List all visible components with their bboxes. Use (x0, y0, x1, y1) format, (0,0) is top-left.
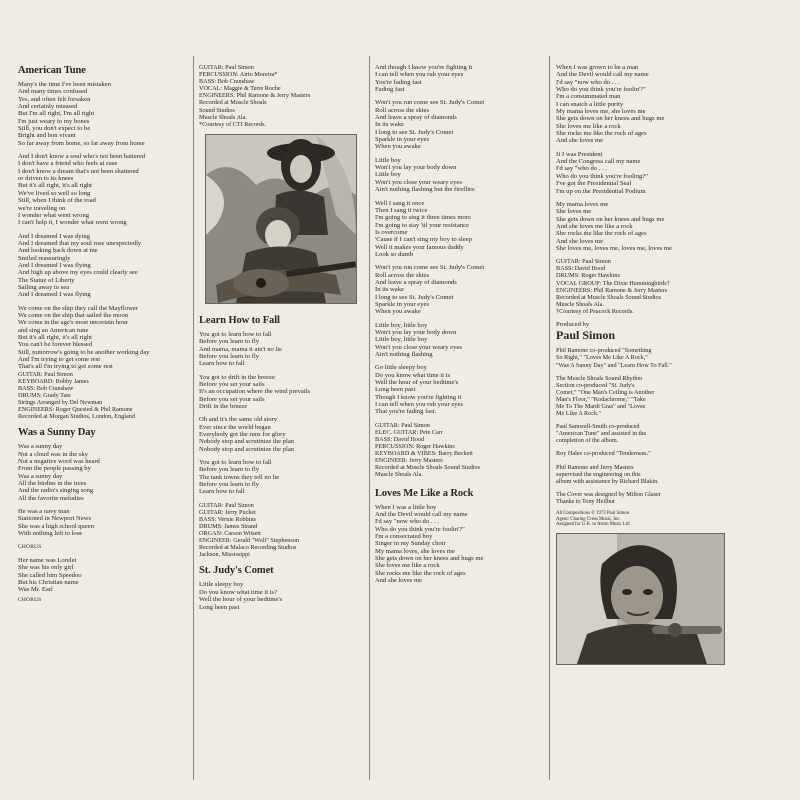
text-line: Ever since the world began (199, 423, 271, 431)
text-line: Me To The Mardi Gras" and "Loves (556, 403, 646, 410)
text-line: Before you learn to fly (199, 481, 260, 489)
stanza (375, 99, 547, 150)
portrait-photo-image (557, 534, 724, 664)
copyright-notice (556, 511, 736, 528)
text-line: She gets down on her knees and hugs me (375, 554, 484, 562)
text-line: I can snatch a little purity (556, 100, 624, 108)
text-line: Still, tomorrow's going to be another working day (18, 348, 150, 356)
text-line: Was a sunny day (18, 443, 63, 451)
stanza (556, 491, 736, 505)
text-line: So Right," "Loves Me Like A Rock," (556, 354, 648, 362)
text-line: I don't have a friend who feels at ease (18, 160, 118, 168)
text-line: You got to learn how to fall (199, 459, 272, 466)
text-line: Her name was Lorelei (18, 556, 77, 564)
text-line: VOCAL: Maggie & Terre Roche (199, 85, 281, 93)
text-line: Little boy, little boy (375, 336, 428, 344)
text-line: She rocks me like the rock of ages (556, 230, 647, 238)
text-line: †Courtesy of Peacock Records. (556, 307, 634, 315)
text-line: Recorded at Muscle Shoals (199, 99, 267, 107)
text-line: And I dreamed that my soul rose unexpectedly (18, 239, 142, 247)
text-line: BASS: Bob Cranshaw (18, 384, 74, 392)
text-line: Before you learn to fly (199, 338, 260, 346)
text-line: Go little sleepy boy (375, 364, 427, 372)
column-divider (369, 56, 370, 780)
text-line: And the radio's singing song (18, 487, 94, 495)
text-line: I'm going to stay 'til your resistance (375, 221, 469, 229)
text-line: I'd say "now who do . . . (556, 78, 620, 86)
text-line: GUITAR: Jerry Pucket (199, 508, 256, 516)
text-line: Bright and bon vivant (18, 132, 76, 140)
text-line: Well the hour of your bedtime's (375, 379, 459, 387)
text-line: Little sleepy boy (199, 581, 244, 589)
text-line: And she loves me like a rock (556, 222, 633, 230)
text-line: *Courtesy of CTI Records. (199, 120, 267, 128)
text-line: And leave a spray of diamonds (375, 114, 457, 122)
stanza (18, 153, 192, 226)
text-line: GUITAR: Paul Simon (375, 421, 430, 429)
text-line: Muscle Shoals Ala. (199, 113, 247, 121)
produced-by-label: Produced by (556, 321, 590, 328)
text-line: GUITAR: Paul Simon (199, 64, 254, 71)
text-line: Won't you lay your body down (375, 164, 457, 172)
text-line: "American Tune" and assisted in the (556, 430, 647, 438)
text-line: Long been past (375, 386, 416, 394)
text-line: Assigned for U.K. to Aston Music Ltd (556, 522, 630, 528)
text-line: Do you know what time it is? (199, 588, 278, 596)
text-line: DRUMS: Roger Hawkins (556, 272, 620, 280)
stanza (375, 504, 547, 585)
column-1 (18, 64, 192, 800)
song-title-learn-how-to-fall: Learn How to Fall (199, 314, 280, 326)
text-line: I wonder what went wrong (18, 211, 90, 219)
text-line: We come on the ship that sailed the moon (18, 311, 129, 319)
stanza (556, 64, 736, 145)
text-line: Well I sang it once (375, 199, 425, 207)
text-line: PERCUSSION: Roger Hawkins (375, 443, 455, 451)
text-line: And high up above my eyes could clearly see (18, 269, 138, 277)
couple-photo-image (206, 135, 356, 303)
text-line: BASS: David Hood (375, 435, 425, 443)
text-line: Not a negative word was heard (18, 458, 100, 466)
text-line: Before you learn to fly (199, 352, 260, 360)
text-line: Still, you don't expect to be (18, 125, 91, 133)
text-line: 'Cause if I can't sing my boy to sleep (375, 236, 472, 244)
text-line: KEYBOARD & VIBES: Barry Beckett (375, 450, 473, 458)
text-line: She called him Speedoo (18, 571, 82, 579)
text-line: You got to learn how to fall (199, 330, 272, 338)
text-line: And the Devil would call my name (375, 510, 468, 518)
text-line: She gets down on her knees and hugs me (556, 215, 665, 223)
column-2 (199, 64, 367, 800)
lyrics-learn-how-to-fall (199, 331, 367, 496)
text-line: Long been past (199, 603, 240, 611)
text-line: My mama loves, she loves me (375, 547, 455, 555)
text-line: So far away from home, so far away from home (18, 139, 145, 147)
lyrics-was-a-sunny-day (18, 443, 192, 537)
text-line: Nobody stop and scrutinize the plan (199, 438, 295, 446)
text-line: I'm going to sing it three times more (375, 214, 471, 222)
text-line: Paul Samwell-Smith co-produced (556, 423, 640, 431)
text-line: Yes, and often felt forsaken (18, 95, 91, 103)
stanza (18, 233, 192, 299)
text-line: And many times confused (18, 88, 88, 96)
text-line: GUITAR: Paul Simon (556, 258, 611, 266)
credits-learn-how-to-fall (199, 502, 367, 559)
text-line: Learn how to fall (199, 360, 245, 368)
text-line: I can't help it, I wonder what went wrong (18, 219, 127, 227)
text-line: BASS: Bob Cranshaw (199, 78, 255, 86)
text-line: Agent: Charing Cross Music, Inc. (556, 516, 621, 522)
text-line: I can tell when you rub your eyes (375, 401, 464, 409)
column-divider (549, 56, 550, 780)
stanza (199, 581, 367, 610)
stanza (18, 305, 192, 371)
text-line: Ain't nothing flashing but the fireflies (375, 186, 475, 194)
text-line: Sound Studios (199, 106, 235, 114)
stanza (375, 64, 547, 93)
text-line: And I dreamed I was flying (18, 261, 91, 269)
text-line: Sailing away to sea (18, 283, 70, 291)
text-line: Little boy (375, 171, 401, 179)
text-line: That's all I'm trying to get some rest (18, 363, 113, 371)
text-line: Won't you run come see St. Judy's Comet (375, 264, 485, 272)
column-4 (556, 64, 736, 800)
text-line: And the Congress call my name (556, 158, 641, 166)
text-line: Well it makes your famous daddy (375, 243, 464, 251)
song-title-st-judys-comet: St. Judy's Comet (199, 565, 274, 577)
text-line: Fading fast (375, 86, 405, 94)
text-line: Roy Halee co-produced "Tenderness." (556, 450, 651, 458)
text-line: Learn how to fall (199, 488, 245, 496)
couple-photo (205, 134, 357, 304)
text-line: Was Mr. Earl (18, 586, 53, 594)
text-line: GUITAR: Paul Simon (18, 370, 73, 378)
text-line: And she loves me (375, 576, 423, 584)
text-line: Won't you close your weary eyes (375, 178, 462, 186)
text-line: DRUMS: James Strand (199, 523, 258, 530)
text-line: Who do you think you're foolin'?" (375, 525, 465, 533)
text-line: That you're fading fast. (375, 408, 437, 416)
stanza (556, 347, 736, 368)
lyrics-american-tune (18, 81, 192, 371)
text-line: The Statue of Liberty (18, 276, 75, 284)
text-line: Before you learn to fly (199, 466, 260, 474)
text-line: Look so dumb (375, 250, 414, 258)
chorus-marker-2: CHORUS (18, 596, 42, 603)
lyrics-loves-me-like-a-rock-cont (556, 64, 736, 252)
stanza (199, 416, 367, 453)
text-line: KEYBOARD: Bobby James (18, 377, 89, 385)
text-line: ELEC. GUITAR: Pete Carr (375, 428, 443, 436)
text-line: We come in the age's most uncertain hour (18, 319, 128, 327)
text-line: Sparkle in your eyes (375, 136, 430, 144)
text-line: In its wake (375, 121, 404, 129)
stanza (556, 151, 736, 195)
text-line: My mama loves me, she loves me (556, 108, 646, 116)
stanza (199, 459, 367, 496)
text-line: Who do you think you're fooling?" (556, 172, 648, 180)
text-line: we're traveling on (18, 204, 66, 212)
text-line: album with assistance by Richard Blakin. (556, 477, 659, 485)
text-line: Who do you think you're foolin'?" (556, 86, 646, 94)
text-line: Before you set your sails (199, 380, 265, 388)
stanza (556, 201, 736, 252)
text-line: He was a navy man (18, 508, 70, 516)
text-line: Stationed in Newport News (18, 515, 92, 523)
text-line: GUITAR: Paul Simon (199, 501, 254, 509)
text-line: I've got the Presidential Seal (556, 180, 632, 188)
text-line: If I was President (556, 150, 603, 158)
text-line: She loves me, loves me, loves me, loves me (556, 244, 672, 252)
text-line: And I'm trying to get some rest (18, 356, 101, 364)
text-line: ENGINEERS: Roger Quested & Phil Ramone (18, 406, 133, 414)
stanza (375, 322, 547, 359)
text-line: From the people passing by (18, 465, 91, 473)
text-line: She gets down on her knees and hugs me (556, 115, 665, 123)
text-line: I long to see St. Judy's Comet (375, 293, 454, 301)
stanza (18, 508, 192, 537)
text-line: When I was a little boy (375, 503, 437, 511)
text-line: I'd say "now who do . . . (375, 518, 439, 526)
text-line: And I dreamed I was dying (18, 232, 90, 240)
text-line: And certainly misused (18, 103, 78, 111)
text-line: Is overcome (375, 228, 408, 236)
text-line: ENGINEERS: Phil Ramone & Jerry Masters (556, 286, 668, 294)
text-line: I'd say "who do . . . (556, 165, 607, 173)
text-line: Not a cloud was in the sky (18, 450, 88, 458)
text-line: Recorded at Muscle Shoals Sound Studios (375, 464, 481, 472)
text-line: She loves me like a rock (375, 562, 440, 570)
text-line: Strings Arranged by Del Newman (18, 399, 103, 407)
column-divider (193, 56, 194, 780)
text-line: VOCAL GROUP: The Dixie Hummingbirds† (556, 279, 670, 287)
text-line: With nothing left to lose (18, 530, 83, 538)
text-line: Recorded at Morgan Studios, London, England (18, 413, 135, 421)
text-line: We come on the ship they call the Mayflower (18, 304, 138, 312)
text-line: Little boy, little boy (375, 321, 428, 329)
stanza (556, 423, 736, 444)
text-line: DRUMS: Grady Tate (18, 392, 71, 399)
text-line: and sing an American tune (18, 326, 89, 334)
producer-name: Paul Simon (556, 328, 616, 343)
text-line: And the Devil would call my name (556, 71, 649, 79)
text-line: But his Christian name (18, 578, 79, 586)
text-line: or driven to its knees (18, 175, 74, 183)
text-line: The Cover was designed by Milton Glaser (556, 490, 661, 498)
text-line: ENGINEER: Gerald "Wolf" Stephenson (199, 537, 299, 545)
text-line: You can't be forever blessed (18, 341, 93, 349)
text-line: Before you set your sails (199, 395, 265, 403)
text-line: Do you know what time it is (375, 371, 451, 379)
text-line: You're fading fast (375, 78, 422, 86)
chorus-marker: CHORUS (18, 543, 42, 550)
text-line: The tank towns they tell no lie (199, 473, 280, 481)
stanza (18, 443, 192, 502)
text-line: Oh and it's the same old story (199, 416, 278, 424)
text-line: Phil Ramone and Jerry Masters (556, 463, 634, 471)
stanza (556, 464, 736, 485)
text-line: ENGINEER: Jerry Masters (375, 457, 443, 465)
text-line: Then I sang it twice (375, 206, 428, 214)
text-line: She loves me (556, 208, 592, 216)
text-line: And she loves me (556, 237, 604, 245)
stanza (375, 364, 547, 415)
song-title-american-tune: American Tune (18, 65, 86, 76)
text-line: PERCUSSION: Airto Moreira* (199, 71, 278, 79)
text-line: completion of the album. (556, 437, 619, 445)
text-line: We've lived so well so long (18, 189, 91, 197)
text-line: Phil Ramone co-produced "Something (556, 347, 652, 355)
text-line: ORGAN: Carson Witsett (199, 530, 261, 538)
stanza (556, 450, 736, 457)
text-line: Recorded at Malaco Recording Studios (199, 544, 297, 552)
text-line: Nobody stop and scrutinize the plan (199, 445, 295, 453)
stanza (375, 157, 547, 194)
stanza (375, 264, 547, 315)
text-line: Comet," "One Man's Ceiling is Another (556, 388, 655, 396)
text-line: Well the hour of your bedtime's (199, 596, 283, 604)
text-line: Man's Floor," "Kodachrome," "Take (556, 395, 646, 403)
text-line: And I don't know a soul who's not been battered (18, 153, 146, 161)
text-line: It's an occupation where the wind prevails (199, 388, 311, 396)
stanza (18, 81, 192, 147)
text-line: Singer in my Sunday choir (375, 540, 446, 548)
credits-american-tune (18, 371, 192, 421)
text-line: Though I know you're fighting it (375, 393, 462, 401)
text-line: And looking back down at me (18, 247, 98, 255)
song-title-was-a-sunny-day: Was a Sunny Day (18, 427, 96, 439)
lyrics-was-a-sunny-day-verse-3 (18, 557, 192, 594)
lyrics-st-judys-comet-cont (375, 64, 547, 416)
text-line: Section co-produced "St. Judy's (556, 381, 635, 389)
text-line: Drift in the breeze (199, 402, 248, 410)
credits-st-judys-comet (375, 422, 547, 479)
text-line: Everybody got the runs for glory (199, 430, 286, 438)
text-line: ENGINEERS: Phil Ramone & Jerry Masters (199, 92, 311, 100)
text-line: I long to see St. Judy's Comet (375, 128, 454, 136)
stanza (556, 375, 736, 418)
text-line: Smiled reassuringly (18, 254, 71, 262)
text-line: When you awake (375, 308, 421, 316)
text-line: When I was grown to be a man (556, 64, 639, 71)
credits-loves-me-like-a-rock (556, 258, 736, 315)
text-line: Thanks to Tony Heilbut (556, 497, 615, 505)
text-line: Won't you lay your body down (375, 329, 457, 336)
production-notes (556, 347, 736, 505)
text-line: supervised the engineering on this (556, 470, 641, 478)
text-line: Muscle Shoals Ala. (556, 300, 604, 308)
text-line: She was his only girl (18, 564, 74, 572)
text-line: And I dreamed I was flying (18, 291, 91, 299)
lyrics-st-judys-comet-start (199, 581, 367, 610)
text-line: But I'm all right, I'm all right (18, 110, 95, 118)
stanza (199, 374, 367, 411)
text-line: Roll across the skies (375, 106, 430, 114)
text-line: My mama loves me (556, 200, 609, 208)
text-line: Many's the time I've been mistaken (18, 81, 112, 88)
text-line: In its wake (375, 286, 404, 294)
text-line: Was a sunny day (18, 472, 63, 480)
text-line: I'm a consecrated boy (375, 532, 433, 540)
text-line: And though I know you're fighting it (375, 64, 473, 71)
portrait-photo (556, 533, 725, 665)
text-line: Recorded at Muscle Shoals Sound Studios (556, 293, 662, 301)
text-line: But it's all right, it's all right (18, 334, 92, 341)
text-line: BASS: David Hood (556, 265, 606, 273)
text-line: She rocks me like the rock of ages (375, 569, 466, 577)
text-line: And mama, mama it ain't no lie (199, 345, 283, 353)
credits-something-so-right (199, 64, 367, 128)
column-3 (375, 64, 547, 800)
text-line: When you awake (375, 143, 421, 151)
text-line: She loves me like a rock (556, 122, 621, 130)
text-line: Me Like A Rock." (556, 410, 602, 418)
stanza (375, 200, 547, 259)
text-line: I'm a consummated man (556, 93, 621, 101)
text-line: She rocks me like the rock of ages (556, 130, 647, 138)
text-line: I'm up on the Presidential Podium (556, 187, 646, 195)
text-line: All the favorite melodies (18, 494, 84, 502)
text-line: All the birdies in the trees (18, 480, 87, 488)
lyrics-loves-me-like-a-rock (375, 504, 547, 585)
text-line: Little boy (375, 156, 401, 164)
text-line: And leave a spray of diamonds (375, 278, 457, 286)
text-line: Won't you close your weary eyes (375, 343, 462, 351)
text-line: Muscle Shoals Ala. (375, 471, 423, 479)
text-line: BASS: Vernie Robbins (199, 515, 256, 523)
text-line: You got to drift in the breeze (199, 373, 275, 381)
stanza (199, 331, 367, 368)
text-line: I can tell when you rub your eyes (375, 71, 464, 79)
song-title-loves-me-like-a-rock: Loves Me Like a Rock (375, 487, 474, 499)
text-line: Roll across the skies (375, 271, 430, 279)
text-line: She was a high school queen (18, 522, 94, 530)
text-line: Sparkle in your eyes (375, 300, 430, 308)
text-line: And she loves me (556, 137, 604, 145)
text-line: The Muscle Shoals Sound Rhythm (556, 374, 643, 382)
text-line: Jackson, Mississippi (199, 551, 250, 559)
text-line: But it's all right, it's all right (18, 182, 92, 190)
text-line: I don't know a dream that's not been shattered (18, 167, 139, 175)
text-line: Ain't nothing flashing (375, 351, 433, 359)
text-line: Still, when I think of the road (18, 197, 96, 205)
text-line: "Was A Sunny Day" and "Learn How To Fall." (556, 361, 672, 369)
text-line: All Compositions © 1973 Paul Simon (556, 511, 630, 517)
text-line: Won't you run come see St. Judy's Comet (375, 99, 485, 107)
text-line: I'm just weary to my bones (18, 117, 90, 125)
